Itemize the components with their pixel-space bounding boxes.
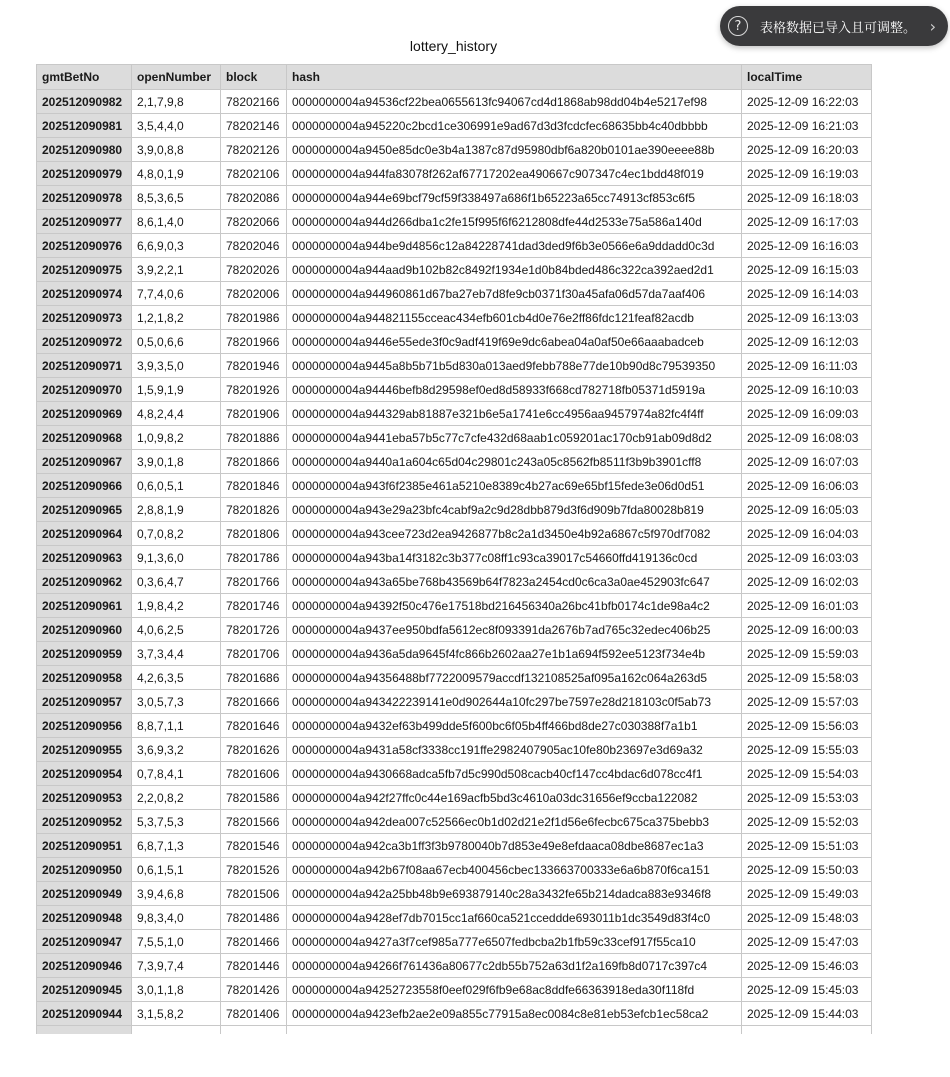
gmtbetno-cell[interactable]: 202512090968 — [37, 426, 132, 450]
table-row — [37, 138, 872, 162]
opennumber-cell[interactable]: 3,9,4,6,8 — [132, 882, 221, 906]
localtime-cell[interactable]: 2025-12-09 16:22:03 — [742, 90, 872, 114]
hash-cell[interactable]: 0000000004a94266f761436a80677c2db55b752a63d1f2a169fb8d0717c397c4 — [287, 954, 742, 978]
opennumber-cell[interactable]: 1,0,9,8,2 — [132, 426, 221, 450]
table-row — [37, 978, 872, 1002]
table-row — [37, 162, 872, 186]
block-cell[interactable]: 78201546 — [221, 834, 287, 858]
table-row — [37, 90, 872, 114]
block-cell[interactable]: 78202066 — [221, 210, 287, 234]
opennumber-cell[interactable]: 6,6,9,0,3 — [132, 234, 221, 258]
opennumber-cell[interactable]: 1,2,1,8,2 — [132, 306, 221, 330]
localtime-cell[interactable]: 2025-12-09 15:44:03 — [742, 1002, 872, 1026]
hash-cell[interactable]: 0000000004a944d266dba1c2fe15f995f6f6212808dfe44d2533e75a586a140d — [287, 210, 742, 234]
localtime-cell[interactable]: 2025-12-09 15:51:03 — [742, 834, 872, 858]
table-row — [37, 426, 872, 450]
table-row — [37, 570, 872, 594]
localtime-cell[interactable]: 2025-12-09 16:15:03 — [742, 258, 872, 282]
opennumber-cell[interactable]: 8,8,7,1,1 — [132, 714, 221, 738]
hash-cell[interactable]: 0000000004a944960861d67ba27eb7d8fe9cb0371f30a45afa06d57da7aaf406 — [287, 282, 742, 306]
gmtbetno-cell[interactable]: 202512090951 — [37, 834, 132, 858]
hash-cell[interactable]: 0000000004a943a65be768b43569b64f7823a2454cd0c6ca3a0ae452903fc647 — [287, 570, 742, 594]
opennumber-cell[interactable]: 9,1,3,6,0 — [132, 546, 221, 570]
hash-cell[interactable]: 0000000004a943f6f2385e461a5210e8389c4b27ac69e65bf15fede3e06d0d51 — [287, 474, 742, 498]
table-row — [37, 378, 872, 402]
gmtbetno-cell[interactable]: 202512090980 — [37, 138, 132, 162]
block-cell[interactable]: 78202086 — [221, 186, 287, 210]
column-header-hash[interactable]: hash — [287, 65, 742, 90]
table-row — [37, 450, 872, 474]
opennumber-cell[interactable]: 3,0,1,1,8 — [132, 978, 221, 1002]
opennumber-cell[interactable]: 3,9,3,5,0 — [132, 354, 221, 378]
hash-cell[interactable]: 0000000004a943cee723d2ea9426877b8c2a1d3450e4b92a6867c5f970df7082 — [287, 522, 742, 546]
hash-cell[interactable]: 0000000004a944aad9b102b82c8492f1934e1d0b84bded486c322ca392aed2d1 — [287, 258, 742, 282]
opennumber-cell[interactable]: 4,8,0,1,9 — [132, 162, 221, 186]
table-row — [37, 762, 872, 786]
block-cell[interactable]: 78201506 — [221, 882, 287, 906]
localtime-cell[interactable]: 2025-12-09 15:57:03 — [742, 690, 872, 714]
block-cell[interactable]: 78202046 — [221, 234, 287, 258]
hash-cell[interactable]: 0000000004a942dea007c52566ec0b1d02d21e2f1d56e6fecbc675ca375bebb3 — [287, 810, 742, 834]
gmtbetno-cell[interactable]: 202512090978 — [37, 186, 132, 210]
block-cell[interactable]: 78201826 — [221, 498, 287, 522]
hash-cell[interactable]: 0000000004a9432ef63b499dde5f600bc6f05b4ff466bd8de27c030388f7a1b1 — [287, 714, 742, 738]
gmtbetno-cell[interactable]: 202512090976 — [37, 234, 132, 258]
hash-cell[interactable]: 0000000004a944329ab81887e321b6e5a1741e6cc4956aa9457974a82fc4f4ff — [287, 402, 742, 426]
localtime-cell[interactable]: 2025-12-09 16:04:03 — [742, 522, 872, 546]
hash-cell[interactable]: 0000000004a9445a8b5b71b5d830a013aed9febb788e77de10b90d8c79539350 — [287, 354, 742, 378]
hash-cell[interactable]: 0000000004a942a25bb48b9e693879140c28a3432fe65b214dadca883e9346f8 — [287, 882, 742, 906]
hash-cell[interactable]: 0000000004a942f27ffc0c44e169acfb5bd3c4610a03dc31656ef9ccba122082 — [287, 786, 742, 810]
hash-cell[interactable]: 0000000004a9441eba57b5c77c7cfe432d68aab1c059201ac170cb91ab09d8d2 — [287, 426, 742, 450]
block-cell[interactable]: 78201586 — [221, 786, 287, 810]
empty-cell[interactable] — [287, 1026, 742, 1034]
hash-cell[interactable]: 0000000004a9437ee950bdfa5612ec8f093391da2676b7ad765c32edec406b25 — [287, 618, 742, 642]
block-cell[interactable]: 78201426 — [221, 978, 287, 1002]
gmtbetno-cell[interactable]: 202512090967 — [37, 450, 132, 474]
table-row-partial — [37, 1026, 872, 1034]
hash-cell[interactable]: 0000000004a94392f50c476e17518bd216456340a26bc41bfb0174c1de98a4c2 — [287, 594, 742, 618]
hash-cell[interactable]: 0000000004a9428ef7db7015cc1af660ca521cceddde693011b1dc3549d83f4c0 — [287, 906, 742, 930]
import-toast[interactable] — [720, 6, 948, 46]
block-cell[interactable]: 78201986 — [221, 306, 287, 330]
table-row — [37, 738, 872, 762]
opennumber-cell[interactable]: 9,8,3,4,0 — [132, 906, 221, 930]
gmtbetno-cell[interactable]: 202512090950 — [37, 858, 132, 882]
block-cell[interactable]: 78201746 — [221, 594, 287, 618]
gmtbetno-cell[interactable]: 202512090946 — [37, 954, 132, 978]
block-cell[interactable]: 78201646 — [221, 714, 287, 738]
hash-cell[interactable]: 0000000004a9446e55ede3f0c9adf419f69e9dc6abea04a0af50e66aaabadceb — [287, 330, 742, 354]
table-row — [37, 498, 872, 522]
opennumber-cell[interactable]: 3,9,0,8,8 — [132, 138, 221, 162]
block-cell[interactable]: 78201486 — [221, 906, 287, 930]
gmtbetno-cell[interactable]: 202512090944 — [37, 1002, 132, 1026]
localtime-cell[interactable]: 2025-12-09 16:17:03 — [742, 210, 872, 234]
table-row — [37, 594, 872, 618]
hash-cell[interactable]: 0000000004a945220c2bcd1ce306991e9ad67d3d3fcdcfec68635bb4c40dbbbb — [287, 114, 742, 138]
localtime-cell[interactable]: 2025-12-09 15:47:03 — [742, 930, 872, 954]
block-cell[interactable]: 78201686 — [221, 666, 287, 690]
table-row — [37, 330, 872, 354]
localtime-cell[interactable]: 2025-12-09 16:07:03 — [742, 450, 872, 474]
hash-cell[interactable]: 0000000004a9450e85dc0e3b4a1387c87d95980dbf6a820b0101ae390eeee88b — [287, 138, 742, 162]
opennumber-cell[interactable]: 7,5,5,1,0 — [132, 930, 221, 954]
hash-cell[interactable]: 0000000004a9423efb2ae2e09a855c77915a8ec0084c8e81eb53efcb1ec58ca2 — [287, 1002, 742, 1026]
opennumber-cell[interactable]: 7,3,9,7,4 — [132, 954, 221, 978]
gmtbetno-cell[interactable]: 202512090962 — [37, 570, 132, 594]
empty-cell[interactable] — [742, 1026, 872, 1034]
localtime-cell[interactable]: 2025-12-09 16:00:03 — [742, 618, 872, 642]
gmtbetno-cell[interactable]: 202512090970 — [37, 378, 132, 402]
gmtbetno-cell[interactable]: 202512090975 — [37, 258, 132, 282]
opennumber-cell[interactable]: 1,5,9,1,9 — [132, 378, 221, 402]
gmtbetno-cell[interactable]: 202512090947 — [37, 930, 132, 954]
hash-cell[interactable]: 0000000004a9440a1a604c65d04c29801c243a05c8562fb8511f3b9b3901cff8 — [287, 450, 742, 474]
table-row — [37, 1002, 872, 1026]
gmtbetno-cell[interactable]: 202512090973 — [37, 306, 132, 330]
gmtbetno-cell[interactable]: 202512090964 — [37, 522, 132, 546]
opennumber-cell[interactable]: 7,7,4,0,6 — [132, 282, 221, 306]
opennumber-cell[interactable]: 8,5,3,6,5 — [132, 186, 221, 210]
localtime-cell[interactable]: 2025-12-09 16:20:03 — [742, 138, 872, 162]
table-row — [37, 858, 872, 882]
table-row — [37, 930, 872, 954]
localtime-cell[interactable]: 2025-12-09 15:58:03 — [742, 666, 872, 690]
hash-cell[interactable]: 0000000004a94446befb8d29598ef0ed8d58933f668cd782718fb05371d5919a — [287, 378, 742, 402]
opennumber-cell[interactable]: 8,6,1,4,0 — [132, 210, 221, 234]
hash-cell[interactable]: 0000000004a943ba14f3182c3b377c08ff1c93ca39017c54660ffd419136c0cd — [287, 546, 742, 570]
block-cell[interactable]: 78201846 — [221, 474, 287, 498]
opennumber-cell[interactable]: 4,8,2,4,4 — [132, 402, 221, 426]
gmtbetno-cell[interactable]: 202512090963 — [37, 546, 132, 570]
block-cell[interactable]: 78201766 — [221, 570, 287, 594]
localtime-cell[interactable]: 2025-12-09 16:12:03 — [742, 330, 872, 354]
block-cell[interactable]: 78202166 — [221, 90, 287, 114]
gmtbetno-cell[interactable]: 202512090971 — [37, 354, 132, 378]
table-body — [37, 90, 872, 1034]
table-row — [37, 714, 872, 738]
question-circle-icon: ? — [728, 16, 748, 36]
hash-cell[interactable]: 0000000004a9430668adca5fb7d5c990d508cacb40cf147cc4bdac6d078cc4f1 — [287, 762, 742, 786]
opennumber-cell[interactable]: 3,6,9,3,2 — [132, 738, 221, 762]
opennumber-cell[interactable]: 4,0,6,2,5 — [132, 618, 221, 642]
gmtbetno-cell[interactable]: 202512090974 — [37, 282, 132, 306]
gmtbetno-cell[interactable]: 202512090969 — [37, 402, 132, 426]
localtime-cell[interactable]: 2025-12-09 16:16:03 — [742, 234, 872, 258]
localtime-cell[interactable]: 2025-12-09 16:02:03 — [742, 570, 872, 594]
block-cell[interactable]: 78201966 — [221, 330, 287, 354]
gmtbetno-cell[interactable]: 202512090952 — [37, 810, 132, 834]
gmtbetno-cell[interactable]: 202512090945 — [37, 978, 132, 1002]
block-cell[interactable]: 78202006 — [221, 282, 287, 306]
column-header-block[interactable]: block — [221, 65, 287, 90]
hash-cell[interactable]: 0000000004a943e29a23bfc4cabf9a2c9d28dbb879d3f6d909b7fda80028b819 — [287, 498, 742, 522]
opennumber-cell[interactable]: 4,2,6,3,5 — [132, 666, 221, 690]
hash-cell[interactable]: 0000000004a9436a5da9645f4fc866b2602aa27e1b1a694f592ee5123f734e4b — [287, 642, 742, 666]
gmtbetno-cell[interactable]: 202512090965 — [37, 498, 132, 522]
localtime-cell[interactable]: 2025-12-09 15:48:03 — [742, 906, 872, 930]
table-row — [37, 258, 872, 282]
hash-cell[interactable]: 0000000004a944be9d4856c12a84228741dad3ded9f6b3e0566e6a9ddadd0c3d — [287, 234, 742, 258]
empty-cell[interactable] — [37, 1026, 132, 1034]
opennumber-cell[interactable]: 0,7,0,8,2 — [132, 522, 221, 546]
localtime-cell[interactable]: 2025-12-09 16:03:03 — [742, 546, 872, 570]
table-row — [37, 906, 872, 930]
opennumber-cell[interactable]: 0,7,8,4,1 — [132, 762, 221, 786]
localtime-cell[interactable]: 2025-12-09 15:50:03 — [742, 858, 872, 882]
block-cell[interactable]: 78202026 — [221, 258, 287, 282]
table-row — [37, 666, 872, 690]
block-cell[interactable]: 78201606 — [221, 762, 287, 786]
localtime-cell[interactable]: 2025-12-09 15:59:03 — [742, 642, 872, 666]
table-row — [37, 474, 872, 498]
localtime-cell[interactable]: 2025-12-09 16:18:03 — [742, 186, 872, 210]
gmtbetno-cell[interactable]: 202512090949 — [37, 882, 132, 906]
hash-cell[interactable]: 0000000004a944e69bcf79cf59f338497a686f1b65223a65cc74913cf853c6f5 — [287, 186, 742, 210]
localtime-cell[interactable]: 2025-12-09 15:46:03 — [742, 954, 872, 978]
opennumber-cell[interactable]: 3,1,5,8,2 — [132, 1002, 221, 1026]
opennumber-cell[interactable]: 3,5,4,4,0 — [132, 114, 221, 138]
toast-message: 表格数据已导入且可调整。 — [760, 20, 917, 36]
localtime-cell[interactable]: 2025-12-09 15:54:03 — [742, 762, 872, 786]
hash-cell[interactable]: 0000000004a942b67f08aa67ecb400456cbec133663700333e6a6b870f6ca151 — [287, 858, 742, 882]
opennumber-cell[interactable]: 3,9,0,1,8 — [132, 450, 221, 474]
gmtbetno-cell[interactable]: 202512090979 — [37, 162, 132, 186]
localtime-cell[interactable]: 2025-12-09 16:10:03 — [742, 378, 872, 402]
opennumber-cell[interactable]: 2,1,7,9,8 — [132, 90, 221, 114]
block-cell[interactable]: 78201526 — [221, 858, 287, 882]
lottery-table — [36, 64, 872, 1034]
table-row — [37, 234, 872, 258]
sheet-title: lottery_history — [409, 38, 498, 54]
gmtbetno-cell[interactable]: 202512090956 — [37, 714, 132, 738]
block-cell[interactable]: 78201726 — [221, 618, 287, 642]
gmtbetno-cell[interactable]: 202512090977 — [37, 210, 132, 234]
empty-cell[interactable] — [221, 1026, 287, 1034]
gmtbetno-cell[interactable]: 202512090953 — [37, 786, 132, 810]
block-cell[interactable]: 78201946 — [221, 354, 287, 378]
opennumber-cell[interactable]: 1,9,8,4,2 — [132, 594, 221, 618]
hash-cell[interactable]: 0000000004a943422239141e0d902644a10fc297be7597e28d218103c0f5ab73 — [287, 690, 742, 714]
block-cell[interactable]: 78202106 — [221, 162, 287, 186]
localtime-cell[interactable]: 2025-12-09 15:53:03 — [742, 786, 872, 810]
table-row — [37, 402, 872, 426]
gmtbetno-cell[interactable]: 202512090960 — [37, 618, 132, 642]
gmtbetno-cell[interactable]: 202512090982 — [37, 90, 132, 114]
block-cell[interactable]: 78202146 — [221, 114, 287, 138]
localtime-cell[interactable]: 2025-12-09 16:08:03 — [742, 426, 872, 450]
opennumber-cell[interactable]: 6,8,7,1,3 — [132, 834, 221, 858]
block-cell[interactable]: 78201406 — [221, 1002, 287, 1026]
gmtbetno-cell[interactable]: 202512090959 — [37, 642, 132, 666]
localtime-cell[interactable]: 2025-12-09 15:49:03 — [742, 882, 872, 906]
opennumber-cell[interactable]: 3,9,2,2,1 — [132, 258, 221, 282]
gmtbetno-cell[interactable]: 202512090948 — [37, 906, 132, 930]
opennumber-cell[interactable]: 0,3,6,4,7 — [132, 570, 221, 594]
hash-cell[interactable]: 0000000004a9431a58cf3338cc191ffe2982407905ac10fe80b23697e3d69a32 — [287, 738, 742, 762]
hash-cell[interactable]: 0000000004a944821155cceac434efb601cb4d0e76e2ff86fdc121feaf82acdb — [287, 306, 742, 330]
block-cell[interactable]: 78201566 — [221, 810, 287, 834]
table-row — [37, 882, 872, 906]
opennumber-cell[interactable]: 2,2,0,8,2 — [132, 786, 221, 810]
table-row — [37, 954, 872, 978]
localtime-cell[interactable]: 2025-12-09 15:56:03 — [742, 714, 872, 738]
empty-cell[interactable] — [132, 1026, 221, 1034]
column-header-opennumber[interactable]: openNumber — [132, 65, 221, 90]
block-cell[interactable]: 78201786 — [221, 546, 287, 570]
block-cell[interactable]: 78201906 — [221, 402, 287, 426]
table-row — [37, 834, 872, 858]
localtime-cell[interactable]: 2025-12-09 16:11:03 — [742, 354, 872, 378]
table-row — [37, 522, 872, 546]
opennumber-cell[interactable]: 3,0,5,7,3 — [132, 690, 221, 714]
gmtbetno-cell[interactable]: 202512090957 — [37, 690, 132, 714]
block-cell[interactable]: 78201706 — [221, 642, 287, 666]
hash-cell[interactable]: 0000000004a94536cf22bea0655613fc94067cd4d1868ab98dd04b4e5217ef98 — [287, 90, 742, 114]
gmtbetno-cell[interactable]: 202512090958 — [37, 666, 132, 690]
localtime-cell[interactable]: 2025-12-09 16:06:03 — [742, 474, 872, 498]
chevron-right-icon[interactable]: › — [929, 16, 936, 36]
opennumber-cell[interactable]: 0,6,0,5,1 — [132, 474, 221, 498]
localtime-cell[interactable]: 2025-12-09 16:19:03 — [742, 162, 872, 186]
block-cell[interactable]: 78201626 — [221, 738, 287, 762]
opennumber-cell[interactable]: 5,3,7,5,3 — [132, 810, 221, 834]
localtime-cell[interactable]: 2025-12-09 16:13:03 — [742, 306, 872, 330]
gmtbetno-cell[interactable]: 202512090954 — [37, 762, 132, 786]
gmtbetno-cell[interactable]: 202512090961 — [37, 594, 132, 618]
table-row — [37, 618, 872, 642]
localtime-cell[interactable]: 2025-12-09 16:09:03 — [742, 402, 872, 426]
table-row — [37, 690, 872, 714]
table-row — [37, 210, 872, 234]
column-header-gmtbetno[interactable]: gmtBetNo — [37, 65, 132, 90]
table-row — [37, 786, 872, 810]
table-row — [37, 546, 872, 570]
opennumber-cell[interactable]: 3,7,3,4,4 — [132, 642, 221, 666]
opennumber-cell[interactable]: 0,5,0,6,6 — [132, 330, 221, 354]
opennumber-cell[interactable]: 0,6,1,5,1 — [132, 858, 221, 882]
column-header-localtime[interactable]: localTime — [742, 65, 872, 90]
localtime-cell[interactable]: 2025-12-09 16:14:03 — [742, 282, 872, 306]
table-row — [37, 306, 872, 330]
hash-cell[interactable]: 0000000004a9427a3f7cef985a777e6507fedbcba2b1fb59c33cef917f55ca10 — [287, 930, 742, 954]
block-cell[interactable]: 78201866 — [221, 450, 287, 474]
table-row — [37, 186, 872, 210]
localtime-cell[interactable]: 2025-12-09 15:45:03 — [742, 978, 872, 1002]
hash-cell[interactable]: 0000000004a944fa83078f262af67717202ea490667c907347c4ec1bdd48f019 — [287, 162, 742, 186]
block-cell[interactable]: 78201666 — [221, 690, 287, 714]
localtime-cell[interactable]: 2025-12-09 15:55:03 — [742, 738, 872, 762]
opennumber-cell[interactable]: 2,8,8,1,9 — [132, 498, 221, 522]
table-row — [37, 354, 872, 378]
header-row — [37, 65, 872, 90]
table-row — [37, 114, 872, 138]
localtime-cell[interactable]: 2025-12-09 16:05:03 — [742, 498, 872, 522]
table-row — [37, 642, 872, 666]
gmtbetno-cell[interactable]: 202512090981 — [37, 114, 132, 138]
block-cell[interactable]: 78201446 — [221, 954, 287, 978]
block-cell[interactable]: 78201886 — [221, 426, 287, 450]
table-row — [37, 810, 872, 834]
table-row — [37, 282, 872, 306]
block-cell[interactable]: 78201466 — [221, 930, 287, 954]
block-cell[interactable]: 78201926 — [221, 378, 287, 402]
block-cell[interactable]: 78201806 — [221, 522, 287, 546]
gmtbetno-cell[interactable]: 202512090972 — [37, 330, 132, 354]
block-cell[interactable]: 78202126 — [221, 138, 287, 162]
hash-cell[interactable]: 0000000004a94252723558f0eef029f6fb9e68ac8ddfe66363918eda30f118fd — [287, 978, 742, 1002]
hash-cell[interactable]: 0000000004a94356488bf7722009579accdf132108525af095a162c064a263d5 — [287, 666, 742, 690]
localtime-cell[interactable]: 2025-12-09 16:01:03 — [742, 594, 872, 618]
localtime-cell[interactable]: 2025-12-09 15:52:03 — [742, 810, 872, 834]
gmtbetno-cell[interactable]: 202512090955 — [37, 738, 132, 762]
localtime-cell[interactable]: 2025-12-09 16:21:03 — [742, 114, 872, 138]
gmtbetno-cell[interactable]: 202512090966 — [37, 474, 132, 498]
hash-cell[interactable]: 0000000004a942ca3b1ff3f3b9780040b7d853e49e8efdaaca08dbe8687ec1a3 — [287, 834, 742, 858]
